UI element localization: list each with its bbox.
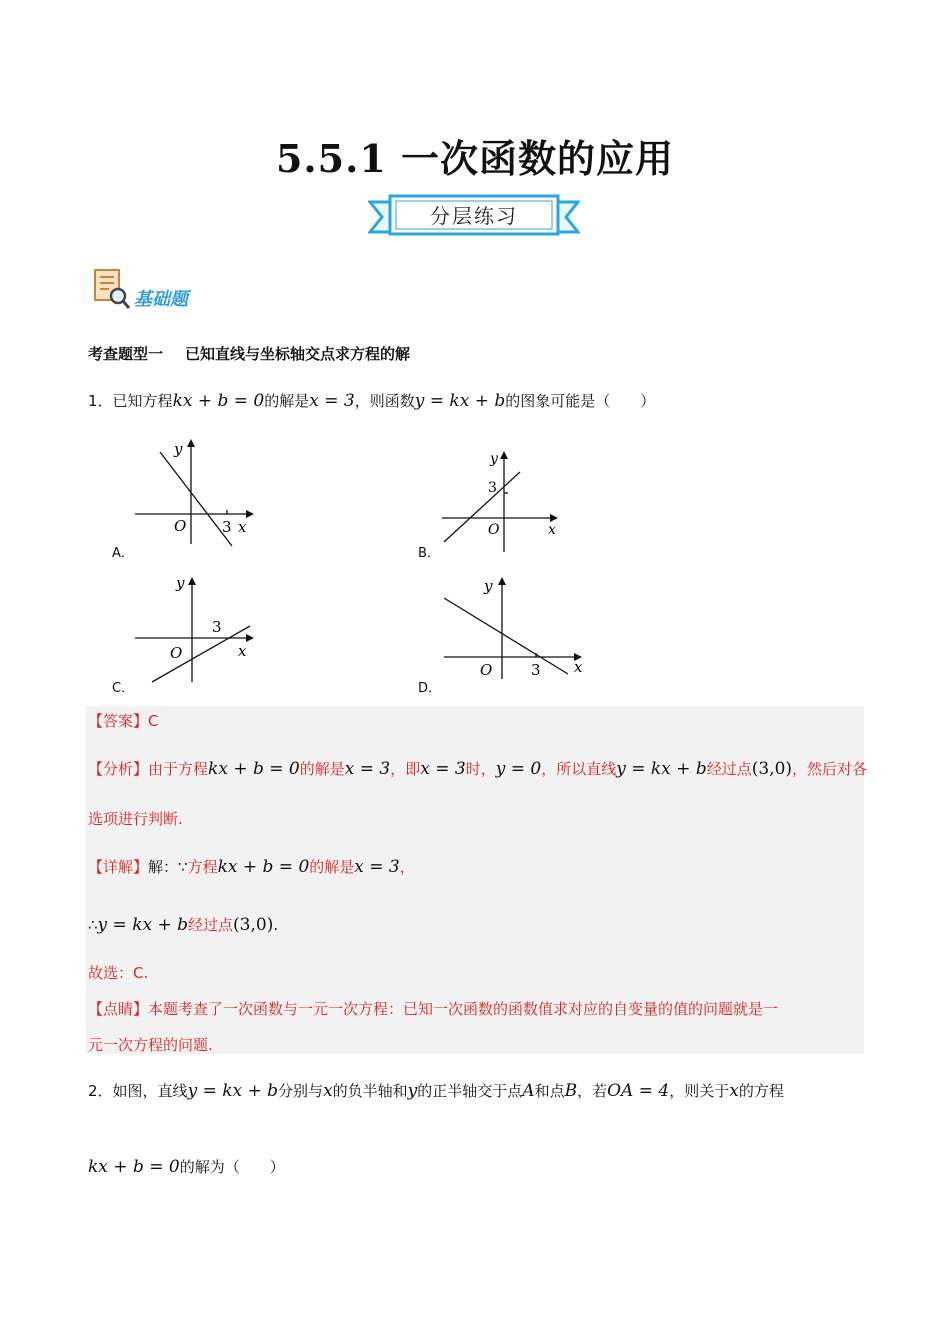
- comment-line-2: 元一次方程的问题.: [88, 1036, 213, 1054]
- question-text: 如图，直线: [112, 1082, 188, 1100]
- comment-text: 本题考查了一次函数与一元一次方程：已知一次函数的函数值求对应的自变量的值的问题就是一: [148, 1000, 779, 1018]
- ribbon-text: 分层练习: [430, 204, 518, 228]
- question-2-line-2: [88, 1156, 285, 1177]
- detail-text: 解：∵: [148, 858, 188, 876]
- origin-label: O: [174, 517, 187, 535]
- question-type-text: 已知直线与坐标轴交点求方程的解: [185, 345, 411, 363]
- analysis-text: 由于方程: [148, 760, 209, 778]
- equation: x = 3: [354, 857, 400, 877]
- detail-text: ，: [399, 858, 415, 876]
- question-type-heading: [88, 343, 432, 364]
- analysis-text: ，即: [390, 760, 421, 778]
- question-text: 分别与: [278, 1082, 324, 1100]
- question-text: 的负半轴和: [332, 1082, 408, 1100]
- question-type-label: 考查题型一: [88, 345, 164, 363]
- axis-x-label: x: [548, 522, 556, 538]
- equation: y = kx + b: [97, 915, 189, 935]
- x-tick-label: 3: [222, 518, 232, 536]
- variable: A: [522, 1081, 535, 1101]
- axis-x-label: x: [238, 518, 247, 536]
- analysis-line-2: 选项进行判断.: [88, 810, 183, 828]
- option-b-graph: [436, 446, 566, 556]
- equation: x = 3: [309, 391, 355, 411]
- equation: OA = 4: [607, 1081, 670, 1101]
- option-c-graph: [130, 570, 260, 688]
- question-text: ，则关于: [669, 1082, 730, 1100]
- equation: y = kx + b: [187, 1081, 279, 1101]
- analysis-text: ，所以直线: [541, 760, 617, 778]
- option-a-graph: [130, 432, 260, 550]
- point: (3,0): [233, 915, 274, 935]
- analysis-text: ，然后对各: [792, 760, 868, 778]
- origin-label: O: [488, 522, 500, 538]
- question-2: [88, 1080, 784, 1101]
- equation: kx + b = 0: [208, 759, 300, 779]
- detail-text: 经过点: [188, 916, 234, 934]
- question-text: 的方程: [738, 1082, 784, 1100]
- option-c-label[interactable]: C．: [112, 681, 135, 696]
- detail-text: 的解是: [309, 858, 355, 876]
- document-search-icon: [92, 268, 132, 310]
- question-number: 2．: [88, 1082, 113, 1100]
- x-tick-label: 3: [531, 661, 541, 679]
- variable: B: [564, 1081, 578, 1101]
- analysis-text: 的解是: [299, 760, 345, 778]
- detail-tag: 【详解】: [88, 858, 149, 876]
- equation: x = 3: [420, 759, 466, 779]
- origin-label: O: [170, 644, 183, 662]
- equation: kx + b = 0: [88, 1157, 180, 1177]
- question-number: 1．: [88, 392, 113, 410]
- point: (3,0): [751, 759, 793, 779]
- option-a-label[interactable]: A．: [112, 546, 134, 561]
- question-text: 的图象可能是（ ）: [505, 392, 656, 410]
- variable: y: [407, 1081, 418, 1101]
- detail-text: .: [273, 916, 279, 934]
- question-text: 的正半轴交于点: [417, 1082, 523, 1100]
- analysis-text: 经过点: [706, 760, 752, 778]
- axis-y-label: y: [484, 577, 493, 595]
- axis-x-label: x: [238, 642, 247, 660]
- analysis-line: [88, 758, 868, 779]
- option-b-label[interactable]: B．: [418, 546, 440, 561]
- axis-y-label: y: [490, 451, 498, 467]
- answer-tag: 【答案】: [88, 712, 149, 730]
- option-d-label[interactable]: D．: [418, 681, 442, 696]
- equation: y = kx + b: [616, 759, 707, 779]
- equation: kx + b = 0: [217, 857, 310, 877]
- equation: y = 0: [495, 759, 542, 779]
- section-label: 基础题: [134, 289, 188, 310]
- detail-line: [88, 856, 415, 877]
- axis-y-label: y: [174, 440, 183, 458]
- variable: x: [729, 1081, 739, 1101]
- question-text: 的解是: [264, 392, 310, 410]
- detail-text: 方程: [187, 858, 218, 876]
- answer-line: [88, 710, 159, 731]
- comment-line: [88, 998, 863, 1019]
- comment-tag: 【点睛】: [88, 1000, 149, 1018]
- question-text: 和点: [534, 1082, 565, 1100]
- x-tick-label: 3: [212, 618, 222, 636]
- question-text: ，若: [577, 1082, 608, 1100]
- question-text: 的解为（ ）: [179, 1158, 285, 1176]
- axis-x-label: x: [574, 658, 583, 676]
- equation: y = kx + b: [414, 391, 506, 411]
- variable: x: [323, 1081, 333, 1101]
- question-text: 已知方程: [112, 392, 173, 410]
- option-d-graph: [436, 574, 586, 684]
- answer-value: C: [148, 712, 159, 730]
- axis-y-label: y: [176, 574, 185, 592]
- origin-label: O: [480, 661, 493, 679]
- equation: kx + b = 0: [172, 391, 265, 411]
- equation: x = 3: [344, 759, 391, 779]
- y-tick-label: 3: [488, 480, 497, 496]
- therefore-symbol: ∴: [88, 916, 98, 934]
- analysis-tag: 【分析】: [88, 760, 149, 778]
- question-1: [88, 390, 655, 411]
- therefore-line: [88, 914, 278, 935]
- question-text: ，则函数: [354, 392, 415, 410]
- analysis-text: 时，: [465, 760, 496, 778]
- choice-line: 故选：C.: [88, 964, 149, 982]
- page-title: 5.5.1 一次函数的应用: [275, 136, 674, 181]
